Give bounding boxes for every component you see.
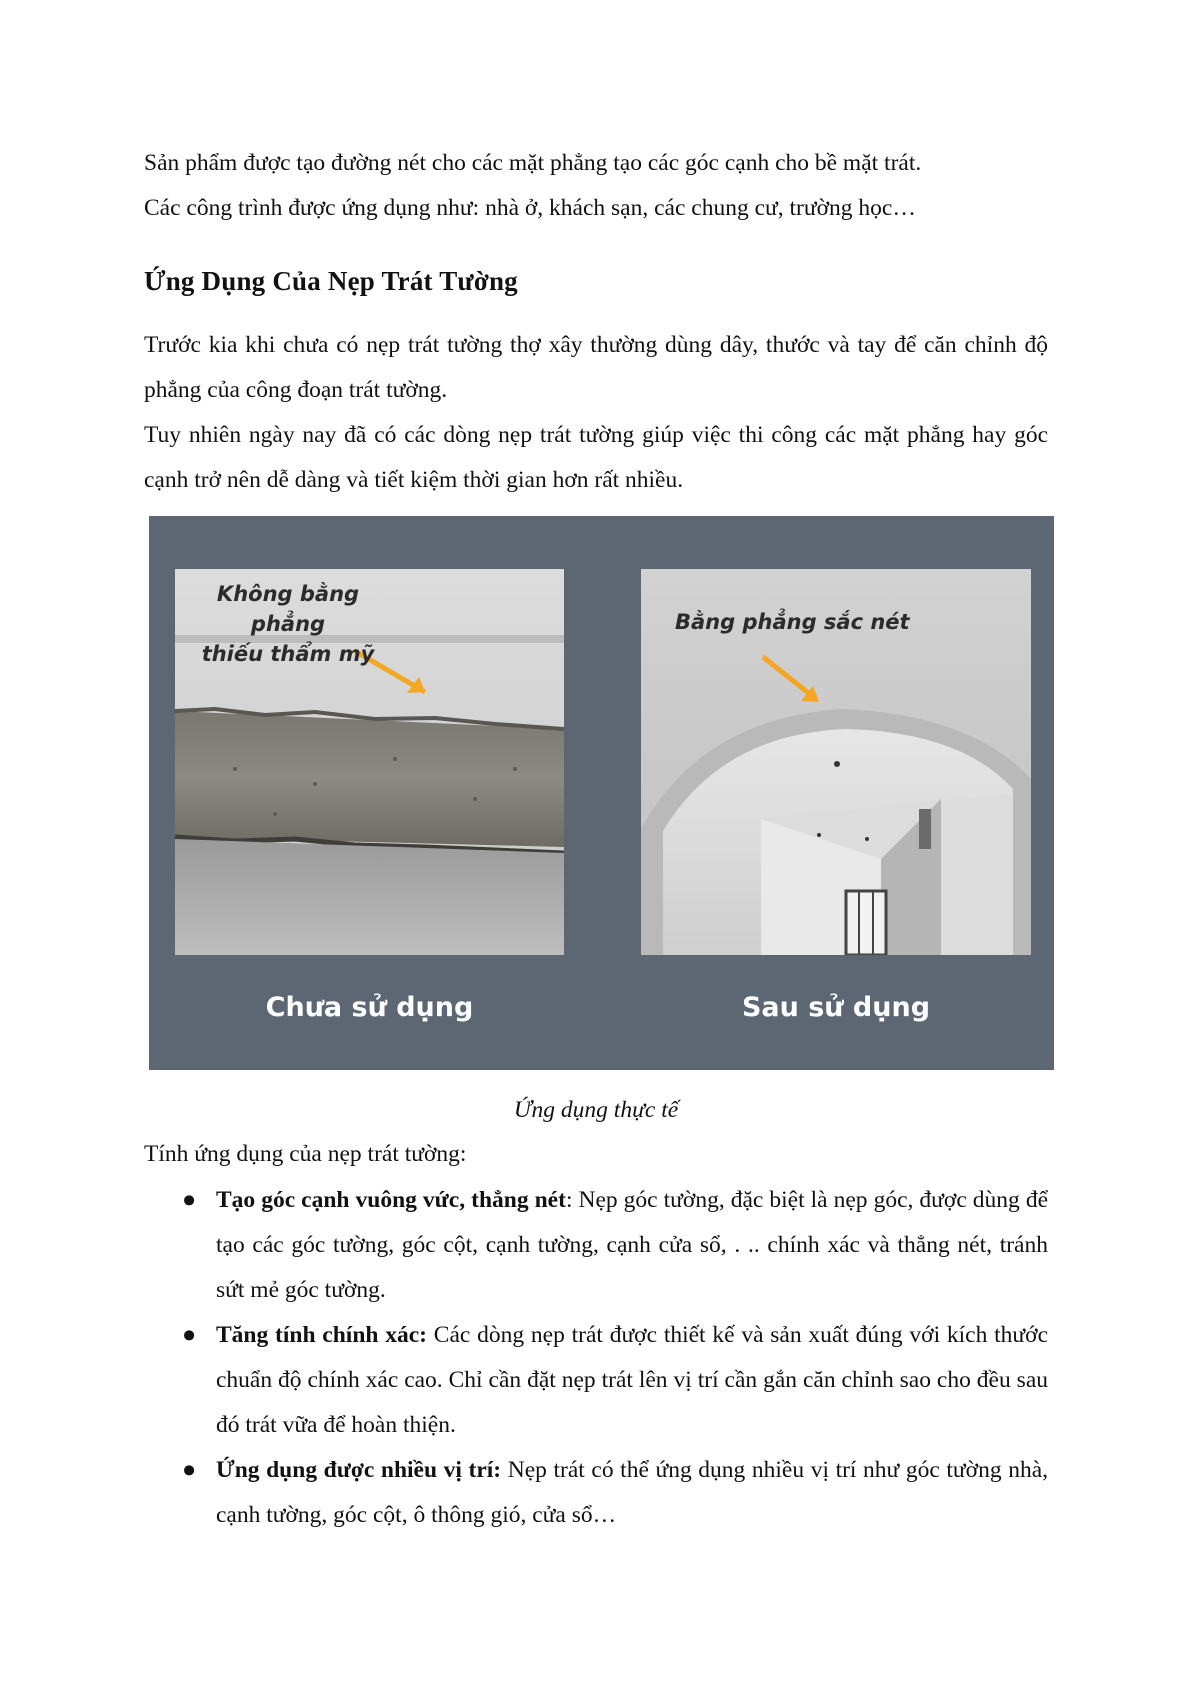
before-label: Chưa sử dụng (265, 992, 474, 1023)
intro-line-1: Sản phẩm được tạo đường nét cho các mặt phẳng tạo các góc cạnh cho bề mặt trát. (144, 150, 922, 176)
section-paragraph-2: Tuy nhiên ngày nay đã có các dòng nẹp trát tường giúp việc thi công các mặt phẳng hay góc cạnh trở nên dễ dàng và tiết kiệm thời gian hơn rất nhiều. (144, 422, 1048, 493)
list-item-text: Nẹp trát có thể ứng dụng nhiều vị trí như góc tường nhà, cạnh tường, góc cột, ô thông gió, cửa sổ… (216, 1457, 1049, 1528)
feature-list (144, 1178, 1048, 1538)
before-annotation-line-1: Không bằng phẳng (216, 582, 360, 636)
bullet-icon: ● (182, 1322, 197, 1348)
before-annotation (183, 579, 393, 669)
list-item-title: Tạo góc cạnh vuông vức, thẳng nét (216, 1187, 566, 1213)
list-item (144, 1448, 1048, 1538)
list-item-title: Ứng dụng được nhiều vị trí: (216, 1457, 502, 1483)
after-photo (641, 569, 1031, 955)
figure-caption: Ứng dụng thực tế (513, 1097, 679, 1123)
list-item-title: Tăng tính chính xác: (216, 1322, 428, 1348)
after-label: Sau sử dụng (741, 992, 931, 1023)
intro-line-2: Các công trình được ứng dụng như: nhà ở, khách sạn, các chung cư, trường học… (144, 195, 916, 221)
list-item-text: Các dòng nẹp trát được thiết kế và sản xuất đúng với kích thước chuẩn độ chính xác cao. Chỉ cần đặt nẹp trát lên vị trí cần gắn căn chỉnh sao cho đều sau đó trát vữa để hoàn thiện. (216, 1322, 1049, 1438)
list-item-text: : Nẹp góc tường, đặc biệt là nẹp góc, được dùng để tạo các góc tường, góc cột, cạnh tường, cạnh cửa sổ, . .. chính xác và thẳng nét, tránh sứt mẻ góc tường. (216, 1187, 1048, 1303)
bullet-icon: ● (182, 1187, 197, 1213)
list-item (144, 1178, 1048, 1313)
comparison-figure (149, 516, 1054, 1070)
after-annotation: Bằng phẳng sắc nét (675, 610, 910, 634)
section-paragraph-1: Trước kia khi chưa có nẹp trát tường thợ xây thường dùng dây, thước và tay để căn chỉnh độ phẳng của công đoạn trát tường. (144, 332, 1048, 403)
list-intro: Tính ứng dụng của nẹp trát tường: (144, 1141, 467, 1167)
before-annotation-line-2: thiếu thẩm mỹ (201, 642, 375, 666)
section-body (144, 323, 1048, 503)
list-item (144, 1313, 1048, 1448)
section-heading: Ứng Dụng Của Nẹp Trát Tường (144, 266, 518, 296)
bullet-icon: ● (182, 1457, 197, 1483)
before-photo (175, 569, 564, 955)
intro-paragraph (144, 141, 1048, 231)
